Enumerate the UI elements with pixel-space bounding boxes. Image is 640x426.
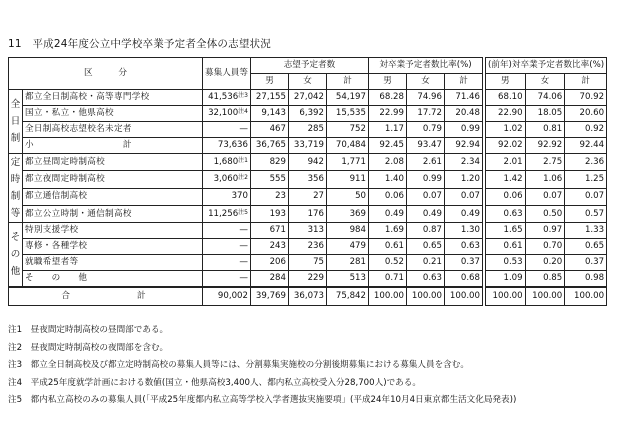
row-value-rf: 0.79 [407,122,445,138]
capacity-value: 32,100 [208,108,239,119]
header-total: 計 [327,74,369,90]
row-value-pt: 1.25 [565,171,607,188]
row-value-t: 50 [327,188,369,205]
row-value-pt: 70.92 [565,90,607,106]
total-prev-male: 100.00 [486,287,526,306]
row-value-m: 829 [251,154,289,171]
header-female: 女 [407,74,445,90]
row-value-pf: 2.75 [525,154,565,171]
row-value-pf: 0.70 [525,239,565,255]
row-value-rf: 74.96 [407,90,445,106]
row-value-pt: 92.44 [565,138,607,154]
table-row [9,138,607,154]
capacity-value: 3,060 [213,174,239,185]
row-value-pf: 0.81 [525,122,565,138]
capacity-value: 1,680 [213,156,239,167]
capacity-note-ref: 注1 [238,156,248,164]
row-value-rt: 2.34 [445,154,483,171]
row-value-m: 555 [251,171,289,188]
header-total: 計 [445,74,483,90]
table-row [9,90,607,106]
row-value-rt: 0.37 [445,255,483,271]
group-char: 制 [10,133,21,144]
row-value-rm: 0.49 [369,205,407,222]
row-label: 小 計 [23,138,203,154]
row-value-pm: 92.02 [486,138,526,154]
row-value-rt: 0.49 [445,205,483,222]
row-value-pm: 1.65 [486,223,526,239]
note-4: 注4 平成25年度就学計画における数値(国立・他県高校3,400人、都内私立高校受入分28,700人)である。 [8,377,421,388]
row-value-pf: 18.05 [525,106,565,122]
row-value-pm: 22.90 [486,106,526,122]
row-value-rt: 0.68 [445,271,483,288]
row-value-t: 54,197 [327,90,369,106]
row-label: 都立昼間定時制高校 [23,154,203,171]
group-char: 定 [10,157,21,168]
row-value-m: 671 [251,223,289,239]
row-value-rm: 22.99 [369,106,407,122]
group-label-g2 [9,154,23,223]
row-value-pm: 0.61 [486,239,526,255]
row-capacity [203,154,251,171]
row-value-pt: 0.57 [565,205,607,222]
note-3: 注3 都立全日制高校及び都立定時制高校の募集人員等には、分割募集実施校の分割後期募集における募集人員を含む。 [8,360,469,370]
note-5: 注5 都内私立高校のみの募集人員(「平成25年度都内私立高等学校入学者選抜実施要項」(平成24年10月4日東京都生活文化局発表)) [8,395,517,405]
row-value-f: 6,392 [289,106,327,122]
notes [8,322,516,410]
row-value-rf: 2.61 [407,154,445,171]
capacity-value: 370 [231,191,248,202]
row-value-rf: 0.87 [407,223,445,239]
row-value-m: 206 [251,255,289,271]
row-value-pm: 0.53 [486,255,526,271]
row-value-pt: 1.33 [565,223,607,239]
row-value-m: 27,155 [251,90,289,106]
group-char: 等 [10,208,21,219]
row-value-pt: 0.65 [565,239,607,255]
row-value-pf: 1.06 [525,171,565,188]
row-value-rm: 1.17 [369,122,407,138]
row-value-pf: 0.07 [525,188,565,205]
row-value-m: 36,765 [251,138,289,154]
table-row [9,255,607,271]
capacity-value: — [239,124,248,135]
row-value-f: 285 [289,122,327,138]
group-char: 制 [10,191,21,202]
row-value-rm: 68.28 [369,90,407,106]
row-label: 都立公立時制・通信制高校 [23,205,203,222]
table-row [9,122,607,138]
table-row [9,154,607,171]
row-value-pm: 1.09 [486,271,526,288]
capacity-value: — [239,225,248,236]
row-value-t: 281 [327,255,369,271]
capacity-note-ref: 注2 [238,174,248,182]
row-label: 全日制高校志望校名未定者 [23,122,203,138]
row-value-rt: 20.48 [445,106,483,122]
row-value-pt: 2.36 [565,154,607,171]
row-value-rt: 0.99 [445,122,483,138]
row-value-f: 27 [289,188,327,205]
row-value-f: 33,719 [289,138,327,154]
total-row [9,287,607,306]
row-value-rf: 0.99 [407,171,445,188]
row-value-f: 313 [289,223,327,239]
group-char: 時 [10,174,21,185]
row-value-rt: 92.94 [445,138,483,154]
capacity-note-ref: 注4 [238,108,248,116]
row-value-rt: 0.07 [445,188,483,205]
page-title: 11 平成24年度公立中学校卒業予定者全体の志望状況 [8,38,271,50]
header-total: 計 [565,74,607,90]
row-capacity [203,271,251,288]
total-ratio-male: 100.00 [369,287,407,306]
row-label: 都立全日制高校・高等専門学校 [23,90,203,106]
row-value-rm: 0.71 [369,271,407,288]
header-male: 男 [486,74,526,90]
row-label: 就職希望者等 [23,255,203,271]
header-female: 女 [525,74,565,90]
row-label: 国立・私立・他県高校 [23,106,203,122]
table-body [9,90,607,288]
row-value-rm: 0.52 [369,255,407,271]
total-ratio-female: 100.00 [407,287,445,306]
note-1: 注1 昼夜間定時制高校の昼間部である。 [8,325,169,335]
total-sum: 75,842 [327,287,369,306]
row-value-pf: 0.50 [525,205,565,222]
row-value-t: 479 [327,239,369,255]
row-value-pf: 0.20 [525,255,565,271]
row-label: そ の 他 [23,271,203,288]
group-char: 全 [10,99,21,110]
row-value-rt: 71.46 [445,90,483,106]
total-female: 36,073 [289,287,327,306]
capacity-note-ref: 注5 [238,208,248,216]
row-value-rf: 17.72 [407,106,445,122]
row-value-pt: 0.98 [565,271,607,288]
row-value-pm: 68.10 [486,90,526,106]
table-row [9,239,607,255]
row-value-m: 467 [251,122,289,138]
row-value-f: 229 [289,271,327,288]
table-row [9,223,607,239]
capacity-value: 11,256 [208,208,239,219]
row-label: 都立通信制高校 [23,188,203,205]
header-category: 区 分 [9,58,203,90]
row-value-pm: 2.01 [486,154,526,171]
row-value-rm: 0.06 [369,188,407,205]
total-prev-total: 100.00 [565,287,607,306]
row-capacity [203,239,251,255]
group-label-g1 [9,90,23,154]
row-value-f: 942 [289,154,327,171]
header-ratio: 対卒業予定者数比率(%) [369,58,483,74]
group-label-g3 [9,223,23,288]
row-value-f: 176 [289,205,327,222]
row-value-pf: 74.06 [525,90,565,106]
row-value-rf: 0.21 [407,255,445,271]
note-2: 注2 昼夜間定時制高校の夜間部を含む。 [8,342,169,353]
row-value-rt: 1.30 [445,223,483,239]
table-row [9,188,607,205]
group-char: 他 [10,266,21,277]
row-value-pm: 1.42 [486,171,526,188]
row-value-pt: 0.07 [565,188,607,205]
row-value-rf: 0.07 [407,188,445,205]
row-value-m: 193 [251,205,289,222]
row-value-m: 284 [251,271,289,288]
row-value-rf: 0.49 [407,205,445,222]
application-status-table [8,57,607,306]
row-value-f: 236 [289,239,327,255]
row-capacity [203,90,251,106]
capacity-value: 73,636 [217,140,248,151]
group-char: 日 [10,116,21,127]
row-value-t: 752 [327,122,369,138]
total-label: 合 計 [9,287,203,306]
total-capacity: 90,002 [203,287,251,306]
row-value-m: 23 [251,188,289,205]
row-capacity [203,205,251,222]
row-value-t: 513 [327,271,369,288]
row-capacity [203,138,251,154]
row-capacity [203,171,251,188]
row-value-t: 70,484 [327,138,369,154]
table-row [9,271,607,288]
row-value-pt: 20.60 [565,106,607,122]
table-row [9,106,607,122]
row-value-rm: 1.69 [369,223,407,239]
row-value-pt: 0.92 [565,122,607,138]
row-value-f: 27,042 [289,90,327,106]
row-value-pm: 0.06 [486,188,526,205]
group-char: の [10,249,21,260]
row-label: 都立夜間定時制高校 [23,171,203,188]
row-value-pf: 0.85 [525,271,565,288]
row-value-pm: 0.63 [486,205,526,222]
row-value-rm: 2.08 [369,154,407,171]
row-value-t: 911 [327,171,369,188]
total-prev-female: 100.00 [525,287,565,306]
row-value-rf: 0.65 [407,239,445,255]
row-value-rm: 0.61 [369,239,407,255]
row-label: 専修・各種学校 [23,239,203,255]
header-capacity: 募集人員等 [203,58,251,90]
row-value-pf: 0.97 [525,223,565,239]
row-value-pm: 1.02 [486,122,526,138]
header-female: 女 [289,74,327,90]
row-value-t: 1,771 [327,154,369,171]
row-capacity [203,255,251,271]
table-row [9,205,607,222]
row-capacity [203,122,251,138]
row-capacity [203,188,251,205]
capacity-note-ref: 注3 [238,92,248,100]
capacity-value: — [239,273,248,284]
capacity-value: — [239,257,248,268]
row-value-rt: 1.20 [445,171,483,188]
row-capacity [203,106,251,122]
header-male: 男 [369,74,407,90]
header-applicants: 志望予定者数 [251,58,369,74]
total-male: 39,769 [251,287,289,306]
row-value-rf: 0.63 [407,271,445,288]
group-char: そ [10,232,21,243]
row-value-rf: 93.47 [407,138,445,154]
row-value-rm: 1.40 [369,171,407,188]
table-row [9,171,607,188]
row-label: 特別支援学校 [23,223,203,239]
header-prev-ratio: (前年)対卒業予定者数比率(%) [486,58,607,74]
row-value-pf: 92.92 [525,138,565,154]
row-value-rt: 0.63 [445,239,483,255]
row-value-t: 984 [327,223,369,239]
row-value-m: 243 [251,239,289,255]
capacity-value: — [239,241,248,252]
row-value-pt: 0.37 [565,255,607,271]
total-ratio-total: 100.00 [445,287,483,306]
row-value-t: 369 [327,205,369,222]
row-value-t: 15,535 [327,106,369,122]
header-male: 男 [251,74,289,90]
row-value-f: 75 [289,255,327,271]
row-value-rm: 92.45 [369,138,407,154]
row-value-m: 9,143 [251,106,289,122]
capacity-value: 41,536 [208,92,239,103]
row-value-f: 356 [289,171,327,188]
row-capacity [203,223,251,239]
